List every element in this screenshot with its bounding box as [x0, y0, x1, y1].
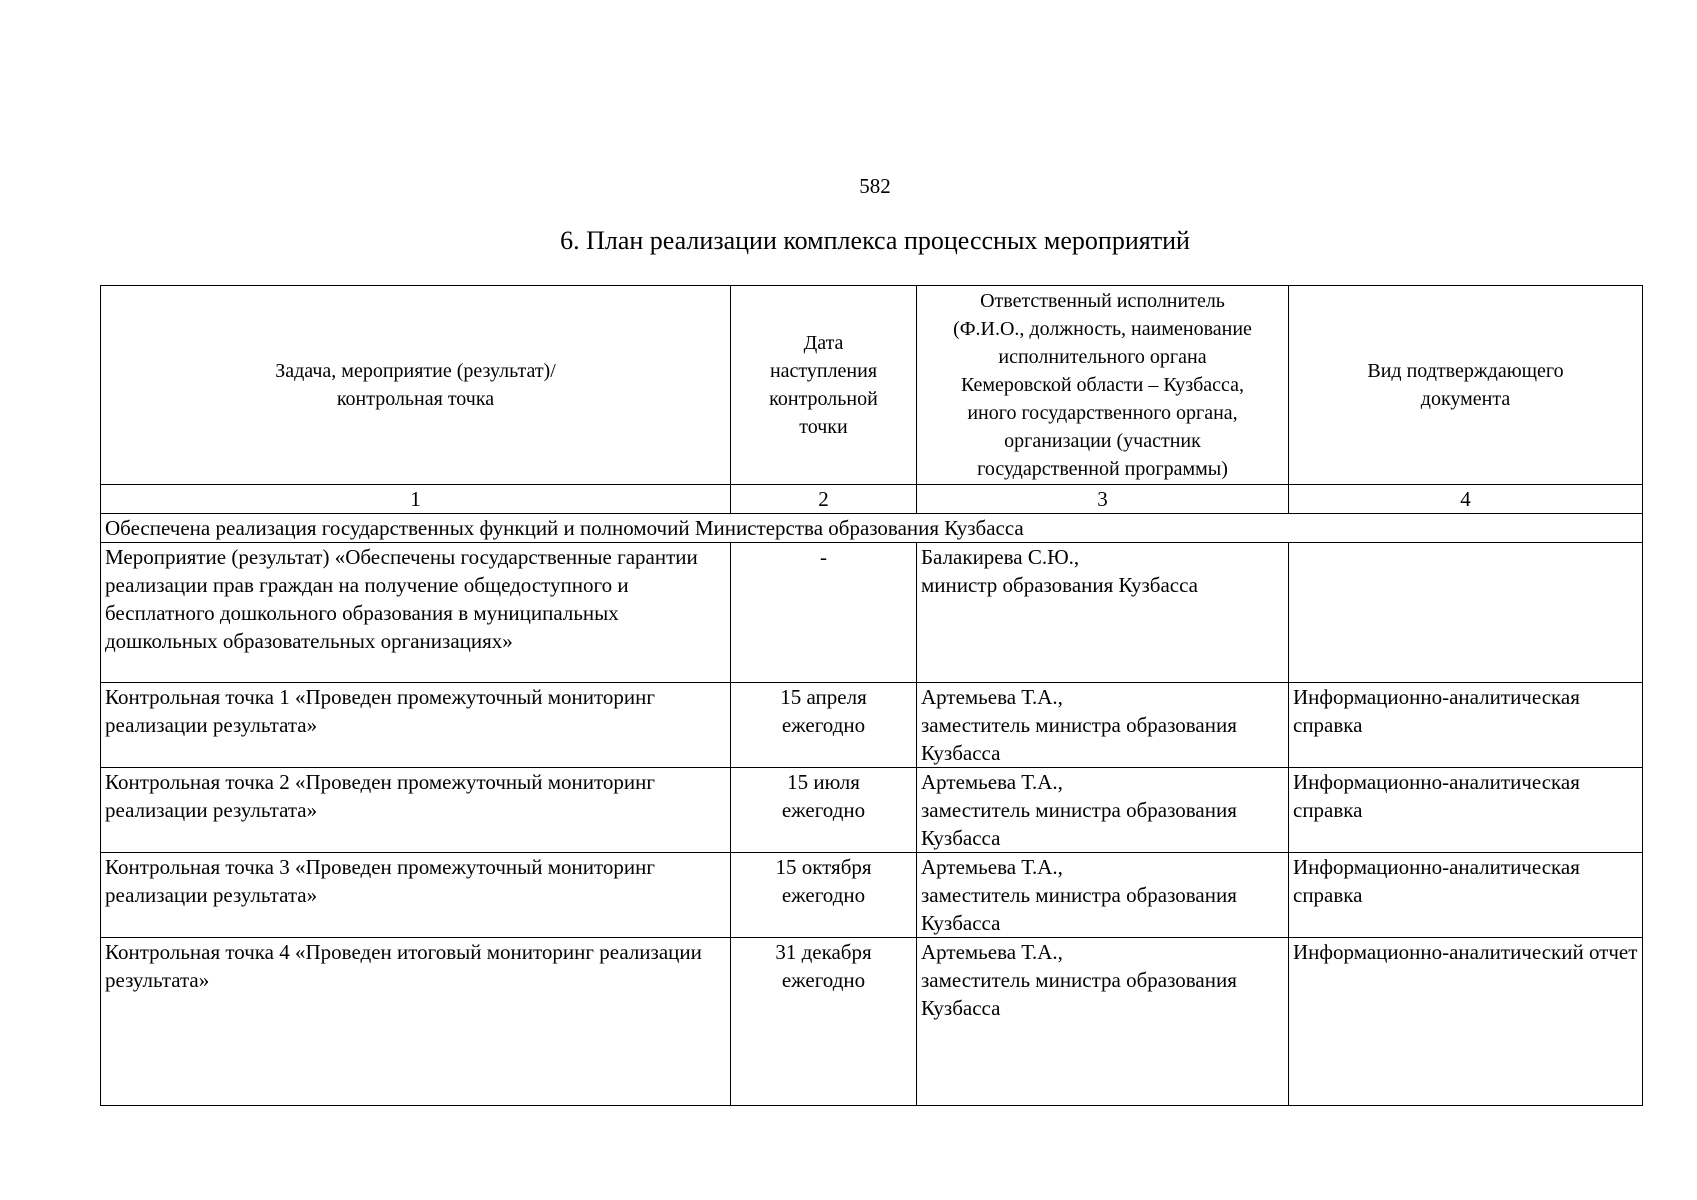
- responsible-name: Артемьева Т.А.,: [921, 855, 1063, 879]
- document-cell: [1289, 543, 1643, 683]
- table-header-row: [101, 286, 1643, 485]
- header-task: Задача, мероприятие (результат)/ контрольная точка: [101, 286, 731, 485]
- responsible-position: заместитель министра образования Кузбасса: [921, 968, 1237, 1020]
- task-cell: Контрольная точка 3 «Проведен промежуточный мониторинг реализации результата»: [101, 853, 731, 938]
- task-cell: Контрольная точка 1 «Проведен промежуточный мониторинг реализации результата»: [101, 683, 731, 768]
- document-cell: Информационно-аналитическая справка: [1289, 683, 1643, 768]
- responsible-cell: [917, 853, 1289, 938]
- table-row: [101, 853, 1643, 938]
- column-number-row: [101, 485, 1643, 514]
- task-cell: Контрольная точка 2 «Проведен промежуточный мониторинг реализации результата»: [101, 768, 731, 853]
- task-cell: Мероприятие (результат) «Обеспечены государственные гарантии реализации прав граждан на получение общедоступного и бесплатного дошкольного образования в муниципальных дошкольных образовательных организациях»: [101, 543, 731, 683]
- responsible-position: заместитель министра образования Кузбасса: [921, 798, 1237, 850]
- plan-table: [100, 285, 1643, 1106]
- table-row: [101, 938, 1643, 1106]
- responsible-cell: [917, 683, 1289, 768]
- column-number: 1: [101, 485, 731, 514]
- document-cell: Информационно-аналитическая справка: [1289, 768, 1643, 853]
- responsible-name: Артемьева Т.А.,: [921, 940, 1063, 964]
- responsible-position: заместитель министра образования Кузбасса: [921, 713, 1237, 765]
- responsible-position: министр образования Кузбасса: [921, 573, 1198, 597]
- responsible-cell: [917, 543, 1289, 683]
- date-cell: 15 октября ежегодно: [731, 853, 917, 938]
- page-title: 6. План реализации комплекса процессных мероприятий: [560, 226, 1190, 255]
- table-row: [101, 768, 1643, 853]
- document-cell: Информационно-аналитический отчет: [1289, 938, 1643, 1106]
- section-title: Обеспечена реализация государственных функций и полномочий Министерства образования Кузбасса: [101, 514, 1643, 543]
- page-number: 582: [859, 174, 891, 198]
- header-document: Вид подтверждающего документа: [1289, 286, 1643, 485]
- task-cell: Контрольная точка 4 «Проведен итоговый мониторинг реализации результата»: [101, 938, 731, 1106]
- column-number: 4: [1289, 485, 1643, 514]
- table-row: [101, 543, 1643, 683]
- column-number: 3: [917, 485, 1289, 514]
- date-cell: 31 декабря ежегодно: [731, 938, 917, 1106]
- responsible-cell: [917, 938, 1289, 1106]
- responsible-cell: [917, 768, 1289, 853]
- date-cell: -: [731, 543, 917, 683]
- column-number: 2: [731, 485, 917, 514]
- responsible-name: Балакирева С.Ю.,: [921, 545, 1080, 569]
- header-responsible: Ответственный исполнитель (Ф.И.О., должность, наименование исполнительного органа Кемеровской области – Кузбасса, иного государственного органа, организации (участник государственной программы): [917, 286, 1289, 485]
- date-cell: 15 июля ежегодно: [731, 768, 917, 853]
- date-cell: 15 апреля ежегодно: [731, 683, 917, 768]
- section-row: [101, 514, 1643, 543]
- table-row: [101, 683, 1643, 768]
- responsible-name: Артемьева Т.А.,: [921, 685, 1063, 709]
- header-date: Дата наступления контрольной точки: [731, 286, 917, 485]
- responsible-name: Артемьева Т.А.,: [921, 770, 1063, 794]
- document-cell: Информационно-аналитическая справка: [1289, 853, 1643, 938]
- responsible-position: заместитель министра образования Кузбасса: [921, 883, 1237, 935]
